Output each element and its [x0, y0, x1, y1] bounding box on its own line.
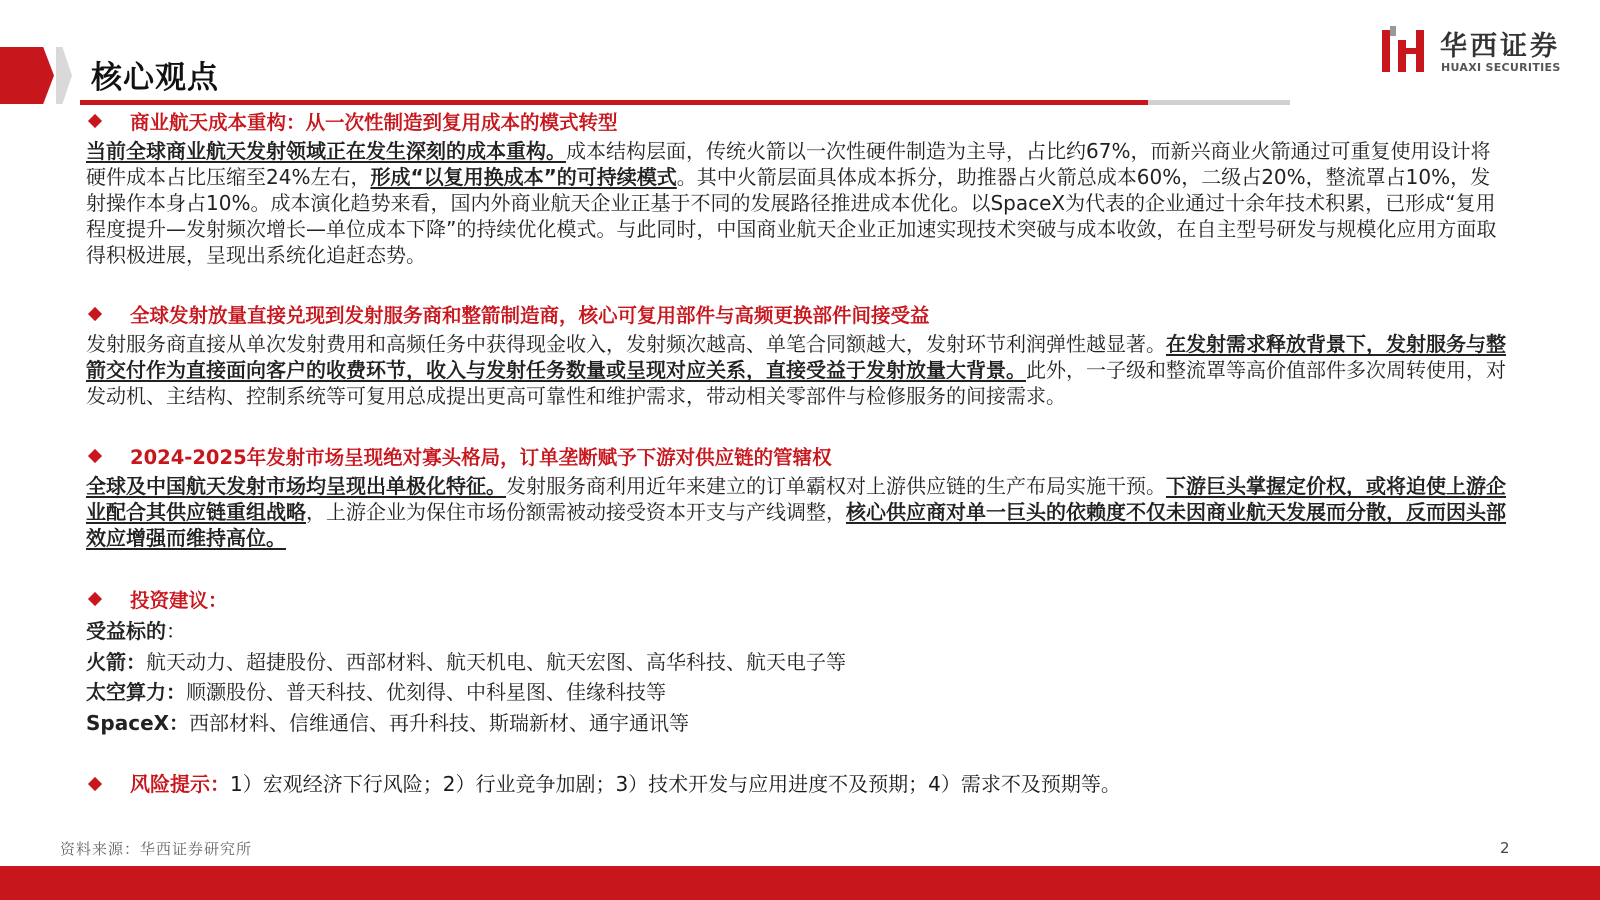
footer-bar [0, 866, 1600, 900]
page-title: 核心观点 [91, 60, 219, 96]
rocket-line: 火箭：航天动力、超捷股份、西部材料、航天机电、航天宏图、高华科技、航天电子等 [86, 650, 846, 674]
diamond-bullet-icon [88, 307, 102, 321]
title-rule-grey [1148, 100, 1290, 105]
section-investment [86, 586, 1506, 616]
title-rule-red [80, 100, 1148, 105]
diamond-bullet-icon [88, 449, 102, 463]
company-logo [1380, 22, 1580, 78]
section-heading: 全球发射放量直接兑现到发射服务商和整箭制造商，核心可复用部件与高频更换部件间接受益 [86, 301, 1506, 331]
spacex-line: SpaceX：西部材料、信维通信、再升科技、斯瑞新材、通宇通讯等 [86, 711, 690, 735]
section-heading: 商业航天成本重构：从一次性制造到复用成本的模式转型 [86, 108, 1506, 138]
title-accent-grey [56, 47, 72, 104]
diamond-bullet-icon [88, 777, 102, 791]
diamond-bullet-icon [88, 592, 102, 606]
space-compute-line: 太空算力：顺灏股份、普天科技、优刻得、中科星图、佳缘科技等 [86, 680, 666, 704]
logo-text-en: HUAXI SECURITIES [1441, 61, 1561, 74]
title-accent-red [0, 47, 54, 104]
risk-line: 风险提示：1）宏观经济下行风险；2）行业竞争加剧；3）技术开发与应用进度不及预期；4）需求不及预期等。 [86, 769, 1121, 799]
logo-text-cn: 华西证券 [1440, 31, 1560, 62]
page-number: 2 [1500, 839, 1510, 857]
section-launch-volume [86, 301, 1506, 409]
section-paragraph: 全球及中国航天发射市场均呈现出单极化特征。发射服务商利用近年来建立的订单霸权对上游供应链的生产布局实施干预。下游巨头掌握定价权，或将迫使上游企业配合其供应链重组战略，上游企业为保住市场份额需被动接受资本开支与产线调整，核心供应商对单一巨头的依赖度不仅未因商业航天发展而分散，反而因头部效应增强而维持高位。 [86, 474, 1506, 550]
section-paragraph: 当前全球商业航天发射领域正在发生深刻的成本重构。成本结构层面，传统火箭以一次性硬件制造为主导，占比约67%，而新兴商业火箭通过可重复使用设计将硬件成本占比压缩至24%左右，形成“以复用换成本”的可持续模式。其中火箭层面具体成本拆分，助推器占火箭总成本60%，二级占20%，整流罩占10%，发射操作本身占10%。成本演化趋势来看，国内外商业航天企业正基于不同的发展路径推进成本优化。以SpaceX为代表的企业通过十余年技术积累，已形成“复用程度提升—发射频次增长—单位成本下降”的持续优化模式。与此同时，中国商业航天企业正加速实现技术突破与成本收敛，在自主型号研发与规模化应用方面取得积极进展，呈现出系统化追赶态势。 [86, 139, 1497, 267]
section-oligopoly [86, 443, 1506, 551]
diamond-bullet-icon [88, 114, 102, 128]
huaxi-logo-icon [1380, 24, 1426, 74]
section-paragraph: 发射服务商直接从单次发射费用和高频任务中获得现金收入，发射频次越高、单笔合同额越大，发射环节利润弹性越显著。在发射需求释放背景下，发射服务与整箭交付作为直接面向客户的收费环节，收入与发射任务数量或呈现对应关系，直接受益于发射放量大背景。此外，一子级和整流罩等高价值部件多次周转使用，对发动机、主结构、控制系统等可复用总成提出更高可靠性和维护需求，带动相关零部件与检修服务的间接需求。 [86, 332, 1506, 408]
section-cost-restructuring [86, 108, 1506, 268]
section-heading: 2024-2025年发射市场呈现绝对寡头格局，订单垄断赋予下游对供应链的管辖权 [86, 443, 1506, 473]
source-note: 资料来源：华西证券研究所 [60, 840, 253, 858]
section-heading: 投资建议： [86, 586, 1506, 616]
beneficiary-line: 受益标的： [86, 619, 186, 643]
